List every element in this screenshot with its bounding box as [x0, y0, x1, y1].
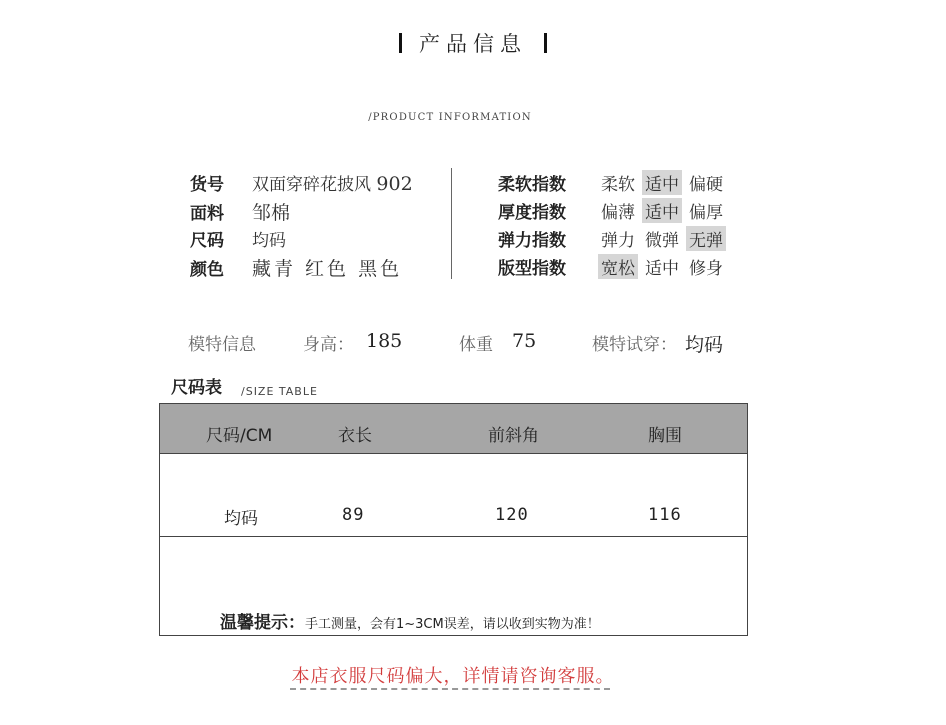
model-weight-label: 体重	[459, 335, 493, 355]
index-option: 微弹	[645, 231, 679, 251]
index-row-softness	[498, 170, 730, 198]
index-option-selected: 适中	[642, 198, 682, 223]
model-try-value: 均码	[685, 334, 724, 356]
index-row-fit	[498, 254, 730, 282]
section-title	[0, 28, 946, 58]
info-value-extra: 邹棉	[252, 202, 291, 224]
info-row-item-no	[190, 170, 413, 198]
size-table	[159, 403, 748, 636]
info-row-size	[190, 226, 413, 254]
product-info-list	[190, 170, 413, 282]
fit-indices	[498, 170, 730, 282]
info-divider	[451, 168, 452, 279]
size-table-title: 尺码表	[171, 378, 222, 398]
section-subtitle: /PRODUCT INFORMATION	[368, 112, 532, 123]
row-cell-length: 89	[342, 505, 365, 525]
title-text: 产品信息	[419, 32, 527, 56]
info-label: 货号	[190, 175, 224, 195]
row-cell-chest: 116	[648, 505, 682, 525]
index-option-selected: 宽松	[598, 254, 638, 279]
size-notice: 本店衣服尺码偏大，详情请咨询客服。	[291, 666, 615, 687]
index-row-elasticity	[498, 226, 730, 254]
info-label: 面料	[190, 204, 224, 224]
measurement-tip	[220, 608, 600, 633]
index-option-selected: 无弹	[686, 226, 726, 251]
model-info-label: 模特信息	[188, 335, 256, 355]
table-row-divider	[160, 536, 747, 537]
index-option: 偏薄	[601, 203, 635, 223]
info-row-fabric	[190, 198, 413, 226]
header-cell-length: 衣长	[338, 426, 372, 446]
header-cell-chest: 胸围	[648, 426, 682, 446]
info-label: 尺码	[190, 231, 224, 251]
header-cell-angle: 前斜角	[488, 426, 539, 446]
notice-dashed-underline	[290, 688, 610, 690]
info-label: 颜色	[190, 260, 224, 280]
header-cell-size: 尺码/CM	[206, 426, 273, 446]
model-try-label: 模特试穿：	[592, 335, 677, 355]
index-option: 弹力	[601, 231, 635, 251]
index-label: 柔软指数	[498, 175, 566, 195]
tip-label: 温馨提示：	[220, 613, 305, 633]
index-option: 偏厚	[689, 203, 723, 223]
index-row-thickness	[498, 198, 730, 226]
size-table-subtitle: /SIZE TABLE	[241, 385, 318, 398]
model-height-label: 身高：	[303, 335, 354, 355]
row-cell-size: 均码	[224, 509, 258, 529]
index-label: 版型指数	[498, 259, 566, 279]
title-bar-right	[544, 33, 547, 53]
title-bar-left	[399, 33, 402, 53]
model-weight-value: 75	[512, 330, 537, 352]
tip-text: 手工测量，会有1~3CM误差，请以收到实物为准！	[305, 617, 600, 632]
size-table-header	[160, 404, 747, 454]
index-label: 弹力指数	[498, 231, 566, 251]
info-value-extra: 902	[376, 173, 413, 195]
model-height-value: 185	[366, 330, 403, 352]
index-option: 偏硬	[689, 175, 723, 195]
info-value: 均码	[252, 231, 286, 251]
index-option: 适中	[645, 259, 679, 279]
index-option-selected: 适中	[642, 170, 682, 195]
model-info	[0, 330, 946, 360]
info-value-extra: 藏青 红色 黑色	[252, 258, 403, 280]
index-option: 修身	[689, 259, 723, 279]
info-row-color	[190, 254, 413, 282]
index-option: 柔软	[601, 175, 635, 195]
info-value: 双面穿碎花披风	[252, 175, 371, 195]
index-label: 厚度指数	[498, 203, 566, 223]
row-cell-angle: 120	[495, 505, 529, 525]
